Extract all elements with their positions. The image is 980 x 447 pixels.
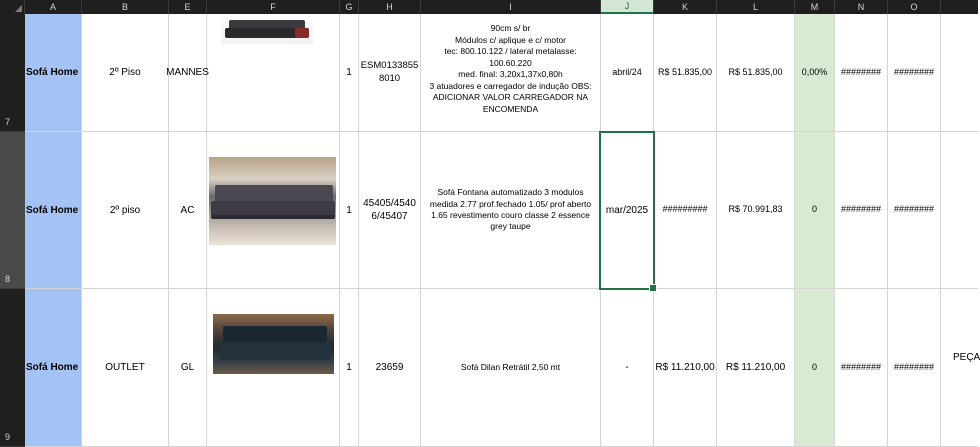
- cell-b9[interactable]: OUTLET: [82, 289, 169, 447]
- spreadsheet-grid: [25, 14, 978, 447]
- cell-g7[interactable]: 1: [340, 14, 359, 132]
- cell-p7[interactable]: [941, 14, 978, 132]
- sofa-photo-row9: [213, 314, 334, 374]
- column-header-m[interactable]: M: [795, 0, 835, 14]
- cell-h9[interactable]: 23659: [359, 289, 421, 447]
- cell-l8[interactable]: R$ 70.991,83: [717, 132, 795, 289]
- column-header-n[interactable]: N: [835, 0, 888, 14]
- column-header-o[interactable]: O: [888, 0, 941, 14]
- cell-p9[interactable]: PEÇA: [941, 289, 978, 447]
- cell-m8[interactable]: 0: [795, 132, 835, 289]
- cell-b7[interactable]: 2º Piso: [82, 14, 169, 132]
- sofa-photo-row8: [209, 157, 336, 245]
- column-header-g[interactable]: G: [340, 0, 359, 14]
- cell-f9[interactable]: [207, 289, 340, 447]
- cell-g8[interactable]: 1: [340, 132, 359, 289]
- cell-l9[interactable]: R$ 11.210,00: [717, 289, 795, 447]
- sofa-photo-row7: [221, 14, 313, 44]
- column-header-f[interactable]: F: [207, 0, 340, 14]
- cell-e9[interactable]: GL: [169, 289, 207, 447]
- cell-a8[interactable]: Sofá Home: [25, 132, 82, 289]
- cell-g9[interactable]: 1: [340, 289, 359, 447]
- cell-o9[interactable]: ########: [888, 289, 941, 447]
- cell-a9[interactable]: Sofá Home: [25, 289, 82, 447]
- row-header-9[interactable]: 9: [0, 289, 25, 447]
- column-header-next[interactable]: [941, 0, 978, 14]
- column-header-k[interactable]: K: [654, 0, 717, 14]
- column-header-e[interactable]: E: [169, 0, 207, 14]
- cell-i7[interactable]: 90cm s/ br Módulos c/ aplique e c/ motor tec: 800.10.122 / lateral metalasse: 100.60.220 med. final: 3,20x1,37x0,80h 3 atuadores e carregador de indução OBS: ADICIONAR VALOR CARREGADOR NA ENCOMENDA: [421, 14, 601, 132]
- cell-i8[interactable]: Sofá Fontana automatizado 3 modulos medida 2.77 prof.fechado 1.05/ prof aberto 1.65 revestimento couro classe 2 essence grey taupe: [421, 132, 601, 289]
- cell-e8[interactable]: AC: [169, 132, 207, 289]
- column-header-a[interactable]: A: [25, 0, 82, 14]
- cell-b8[interactable]: 2º piso: [82, 132, 169, 289]
- cell-j8[interactable]: mar/2025: [601, 132, 654, 289]
- cell-i9[interactable]: Sofá Dilan Retrátil 2,50 mt: [421, 289, 601, 447]
- cell-l7[interactable]: R$ 51.835,00: [717, 14, 795, 132]
- cell-o8[interactable]: ########: [888, 132, 941, 289]
- row-header-8[interactable]: 8: [0, 132, 25, 289]
- cell-e7[interactable]: MANNES: [169, 14, 207, 132]
- column-header-l[interactable]: L: [717, 0, 795, 14]
- select-all-corner[interactable]: [0, 0, 25, 14]
- cell-m7[interactable]: 0,00%: [795, 14, 835, 132]
- column-header-h[interactable]: H: [359, 0, 421, 14]
- cell-n7[interactable]: ########: [835, 14, 888, 132]
- column-header-j[interactable]: J: [601, 0, 654, 14]
- cell-k7[interactable]: R$ 51.835,00: [654, 14, 717, 132]
- row-header-7[interactable]: 7: [0, 14, 25, 132]
- cell-k9[interactable]: R$ 11.210,00: [654, 289, 717, 447]
- cell-o7[interactable]: ########: [888, 14, 941, 132]
- cell-n9[interactable]: ########: [835, 289, 888, 447]
- cell-n8[interactable]: ########: [835, 132, 888, 289]
- select-all-icon: [15, 5, 22, 12]
- cell-j9[interactable]: -: [601, 289, 654, 447]
- cell-h8[interactable]: 45405/4540 6/45407: [359, 132, 421, 289]
- cell-h7[interactable]: ESM0133855 8010: [359, 14, 421, 132]
- cell-a7[interactable]: Sofá Home: [25, 14, 82, 132]
- cell-j7[interactable]: abril/24: [601, 14, 654, 132]
- column-header-i[interactable]: I: [421, 0, 601, 14]
- cell-m9[interactable]: 0: [795, 289, 835, 447]
- cell-k8[interactable]: #########: [654, 132, 717, 289]
- column-header-b[interactable]: B: [82, 0, 169, 14]
- cell-f7[interactable]: [207, 14, 340, 132]
- cell-p8[interactable]: [941, 132, 978, 289]
- cell-f8[interactable]: [207, 132, 340, 289]
